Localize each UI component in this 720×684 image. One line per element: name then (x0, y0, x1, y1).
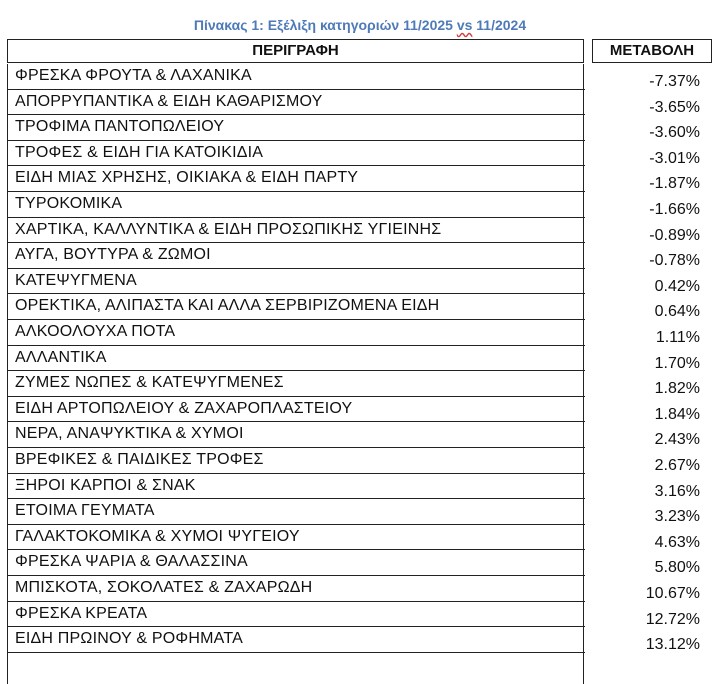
category-label: ΑΠΟΡΡΥΠΑΝΤΙΚΑ & ΕΙΔΗ ΚΑΘΑΡΙΣΜΟΥ (15, 92, 323, 110)
change-value: -7.37% (649, 73, 700, 90)
category-label: ΑΛΚΟΟΛΟΥΧΑ ΠΟΤΑ (15, 323, 176, 340)
table-row (8, 90, 585, 116)
category-label: ΧΑΡΤΙΚΑ, ΚΑΛΛΥΝΤΙΚΑ & ΕΙΔΗ ΠΡΟΣΩΠΙΚΗΣ ΥΓΙΕΙΝΗΣ (15, 220, 442, 238)
table-row (8, 320, 585, 346)
table-row (8, 576, 585, 602)
category-label: ΜΠΙΣΚΟΤΑ, ΣΟΚΟΛΑΤΕΣ & ΖΑΧΑΡΩΔΗ (15, 579, 313, 596)
change-value: 1.11% (655, 329, 700, 346)
header-change: ΜΕΤΑΒΟΛΗ (592, 39, 712, 63)
category-label: ΦΡΕΣΚΑ ΚΡΕΑΤΑ (15, 604, 148, 622)
change-value: 13.12% (645, 636, 700, 654)
description-column (7, 64, 584, 684)
table-row (8, 294, 585, 320)
change-value: 0.42% (654, 277, 700, 295)
change-value: -1.66% (649, 201, 700, 218)
table-row (8, 269, 585, 295)
table-row (8, 397, 585, 423)
category-label: ΓΑΛΑΚΤΟΚΟΜΙΚΑ & ΧΥΜΟΙ ΨΥΓΕΙΟΥ (15, 527, 300, 545)
category-label: ΑΥΓΑ, ΒΟΥΤΥΡΑ & ΖΩΜΟΙ (15, 246, 211, 264)
change-value: -0.89% (649, 226, 700, 244)
category-table (7, 39, 712, 679)
change-value: 12.72% (645, 610, 700, 628)
change-value: 0.64% (654, 303, 700, 321)
change-value: -3.60% (649, 124, 700, 142)
category-label: ΦΡΕΣΚΑ ΨΑΡΙΑ & ΘΑΛΑΣΣΙΝΑ (15, 553, 248, 571)
table-row (8, 192, 585, 218)
change-value: 4.63% (654, 533, 700, 551)
change-value: 5.80% (654, 559, 700, 577)
category-label: ΝΕΡΑ, ΑΝΑΨΥΚΤΙΚΑ & ΧΥΜΟΙ (15, 425, 244, 443)
table-row (8, 141, 585, 167)
category-label: ΤΡΟΦΕΣ & ΕΙΔΗ ΓΙΑ ΚΑΤΟΙΚΙΔΙΑ (15, 143, 264, 161)
category-label: ΟΡΕΚΤΙΚΑ, ΑΛΙΠΑΣΤΑ ΚΑΙ ΑΛΛΑ ΣΕΡΒΙΡΙΖΟΜΕΝΑ ΕΙΔΗ (15, 297, 440, 315)
category-label: ΖΥΜΕΣ ΝΩΠΕΣ & ΚΑΤΕΨΥΓΜΕΝΕΣ (15, 374, 284, 392)
table-caption (0, 17, 720, 33)
table-row (8, 422, 585, 448)
table-row (8, 371, 585, 397)
category-label: ΑΛΛΑΝΤΙΚΑ (15, 348, 107, 366)
category-label: ΕΙΔΗ ΜΙΑΣ ΧΡΗΣΗΣ, ΟΙΚΙΑΚΑ & ΕΙΔΗ ΠΑΡΤΥ (15, 169, 359, 187)
caption-suffix: 11/2024 (472, 17, 527, 33)
category-label: ΚΑΤΕΨΥΓΜΕΝΑ (15, 271, 137, 289)
table-row (8, 499, 585, 525)
category-label: ΞΗΡΟΙ ΚΑΡΠΟΙ & ΣΝΑΚ (15, 476, 196, 494)
table-row (8, 627, 585, 653)
change-value: 3.16% (654, 482, 700, 500)
table-row (8, 525, 585, 551)
caption-vs: vs (456, 17, 473, 33)
change-value: 10.67% (645, 585, 700, 602)
table-row (8, 346, 585, 372)
category-label: ΦΡΕΣΚΑ ΦΡΟΥΤΑ & ΛΑΧΑΝΙΚΑ (15, 67, 252, 84)
table-row (8, 602, 585, 628)
category-label: ΕΙΔΗ ΑΡΤΟΠΩΛΕΙΟΥ & ΖΑΧΑΡΟΠΛΑΣΤΕΙΟΥ (15, 399, 353, 417)
table-row (8, 218, 585, 244)
header-description: ΠΕΡΙΓΡΑΦΗ (7, 39, 584, 63)
change-value: 1.70% (654, 354, 700, 372)
table-row (8, 64, 585, 90)
change-value: -0.78% (649, 252, 700, 270)
category-label: ΒΡΕΦΙΚΕΣ & ΠΑΙΔΙΚΕΣ ΤΡΟΦΕΣ (15, 451, 264, 468)
table-row (8, 243, 585, 269)
change-value: 3.23% (654, 508, 700, 526)
table-row (8, 550, 585, 576)
table-row (8, 166, 585, 192)
change-value: 1.84% (654, 405, 700, 423)
change-value: 2.43% (654, 431, 700, 449)
table-row (8, 448, 585, 474)
change-value: -3.65% (649, 98, 700, 116)
table-row (8, 474, 585, 500)
category-label: ΕΤΟΙΜΑ ΓΕΥΜΑΤΑ (15, 502, 155, 520)
change-value: -3.01% (649, 149, 700, 167)
table-row (8, 115, 585, 141)
caption-prefix: Πίνακας 1: Εξέλιξη κατηγοριών 11/2025 (193, 17, 457, 33)
category-label: ΕΙΔΗ ΠΡΩΙΝΟΥ & ΡΟΦΗΜΑΤΑ (15, 630, 243, 648)
change-value: 2.67% (654, 457, 700, 474)
category-label: ΤΥΡΟΚΟΜΙΚΑ (15, 195, 123, 212)
change-value: 1.82% (654, 380, 700, 398)
change-value: -1.87% (649, 175, 700, 193)
category-label: ΤΡΟΦΙΜΑ ΠΑΝΤΟΠΩΛΕΙΟΥ (15, 118, 225, 136)
